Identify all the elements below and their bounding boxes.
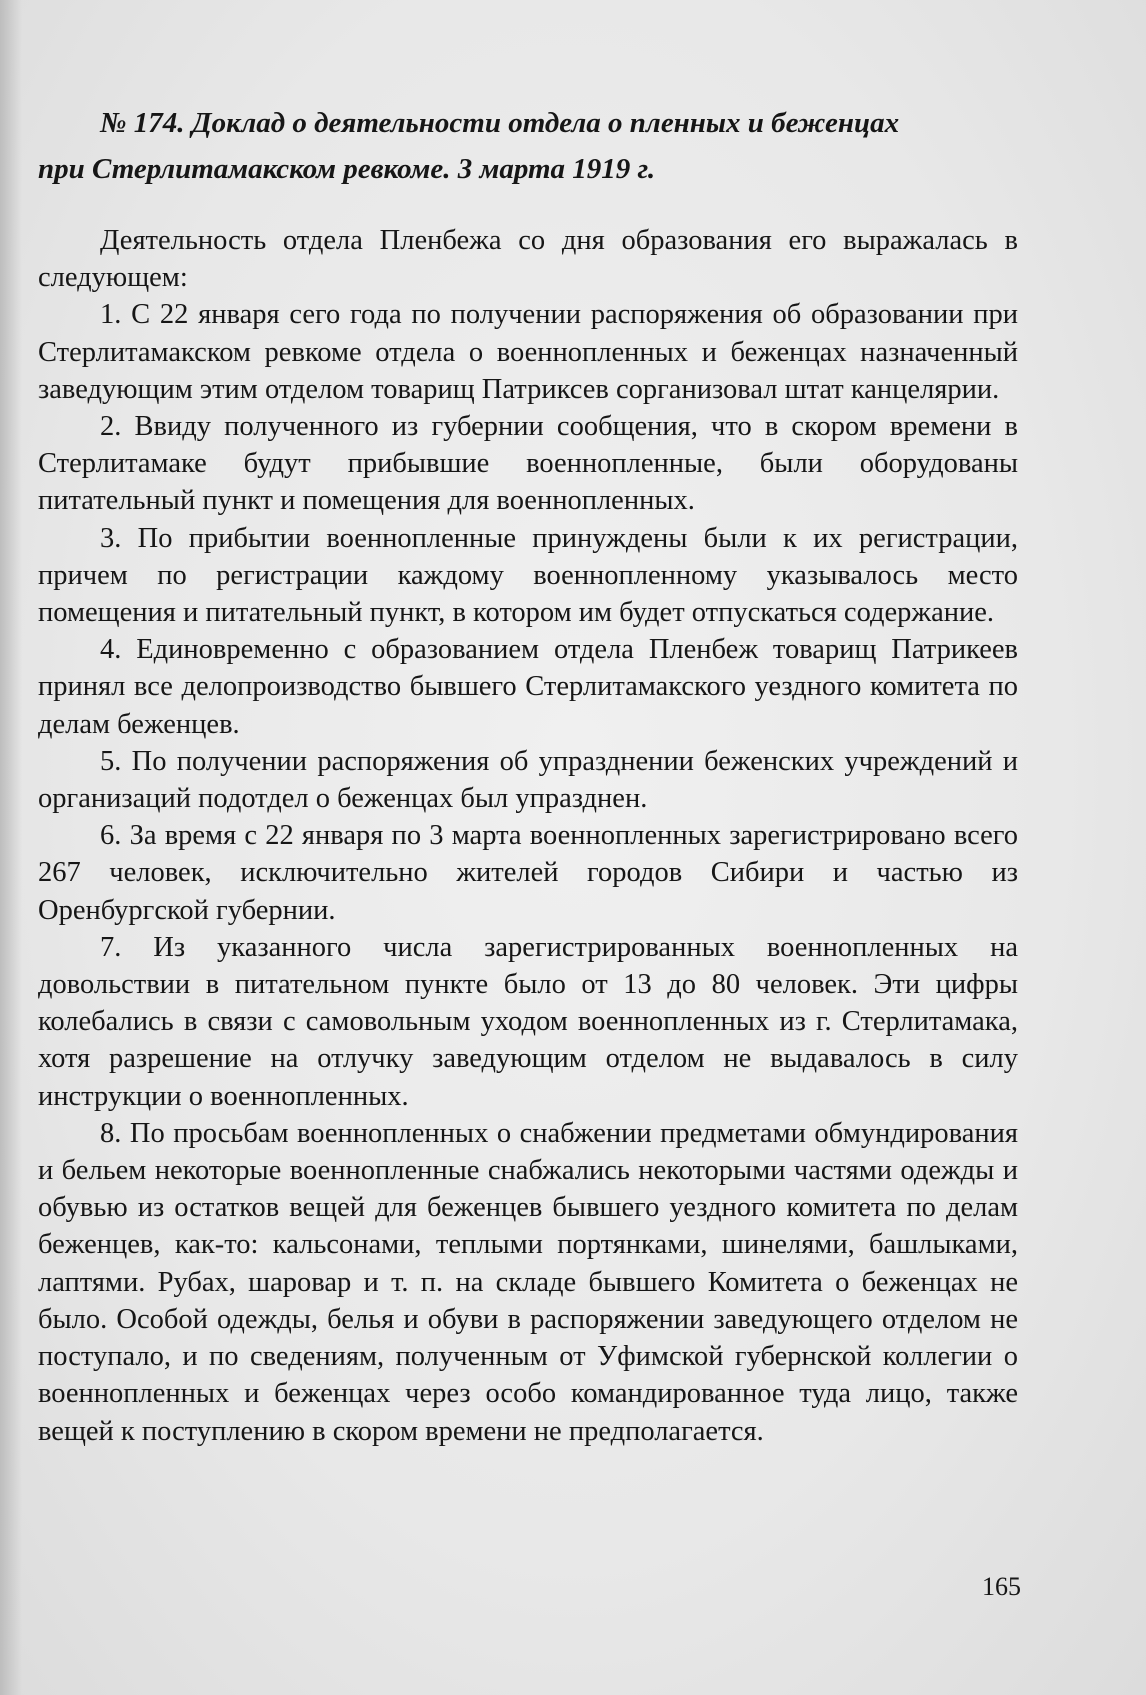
page-number: 165	[982, 1572, 1021, 1601]
intro-paragraph: Деятельность отдела Пленбежа со дня образования его выражалась в следующем:	[38, 225, 1018, 294]
title-line-1: № 174. Доклад о деятельности отдела о пленных и беженцах	[100, 107, 900, 139]
paragraph-4: 4. Единовременно с образованием отдела Пленбеж товарищ Патрикеев принял все делопроизводство бывшего Стерлитамакского уездного комитета по делам беженцев.	[38, 634, 1018, 740]
paragraph-5: 5. По получении распоряжения об упразднении беженских учреждений и организаций подотдел о беженцах был упразднен.	[38, 745, 1018, 815]
page-edge-shadow	[0, 0, 22, 1695]
document-title	[38, 100, 1018, 192]
paragraph-6: 6. За время с 22 января по 3 марта военнопленных зарегистрировано всего 267 человек, исключительно жителей городов Сибири и частью из Оренбургской губернии.	[38, 820, 1018, 926]
document-body	[38, 100, 1018, 1450]
title-line-2: при Стерлитамакском ревкоме. 3 марта 1919 г.	[38, 153, 656, 185]
paragraph-7: 7. Из указанного числа зарегистрированных военнопленных на довольствии в питательном пункте было от 13 до 80 человек. Эти цифры колебались в связи с самовольным уходом военнопленных из г. Стерлитамака, хотя разрешение на отлучку заведующим отделом не выдавалось в силу инструкции о военнопленных.	[38, 931, 1018, 1112]
paragraph-3: 3. По прибытии военнопленные принуждены были к их регистрации, причем по регистрации каждому военнопленному указывалось место помещения и питательный пункт, в котором им будет отпускаться содержание.	[38, 522, 1018, 629]
paragraph-2: 2. Ввиду полученного из губернии сообщения, что в скором времени в Стерлитамаке будут прибывшие военнопленные, были оборудованы питательный пункт и помещения для военнопленных.	[38, 411, 1018, 517]
paragraph-8: 8. По просьбам военнопленных о снабжении предметами обмундирования и бельем некоторые военнопленные снабжались некоторыми частями одежды и обувью из остатков вещей для беженцев бывшего уездного комитета по делам беженцев, как-то: кальсонами, теплыми портянками, шинелями, башлыками, лаптями. Рубах, шаровар и т. п. на складе бывшего Комитета о беженцах не было. Особой одежды, белья и обуви в распоряжении заведующего отделом не поступало, и по сведениям, полученным от Уфимской губернской коллегии о военнопленных и беженцах через особо командированное туда лицо, также вещей к поступлению в скором времени не предполагается.	[38, 1117, 1018, 1447]
paragraph-1: 1. С 22 января сего года по получении распоряжения об образовании при Стерлитамакском ревкоме отдела о военнопленных и беженцах назначенный заведующим этим отделом товарищ Патриксев сорганизовал штат канцелярии.	[38, 299, 1018, 405]
